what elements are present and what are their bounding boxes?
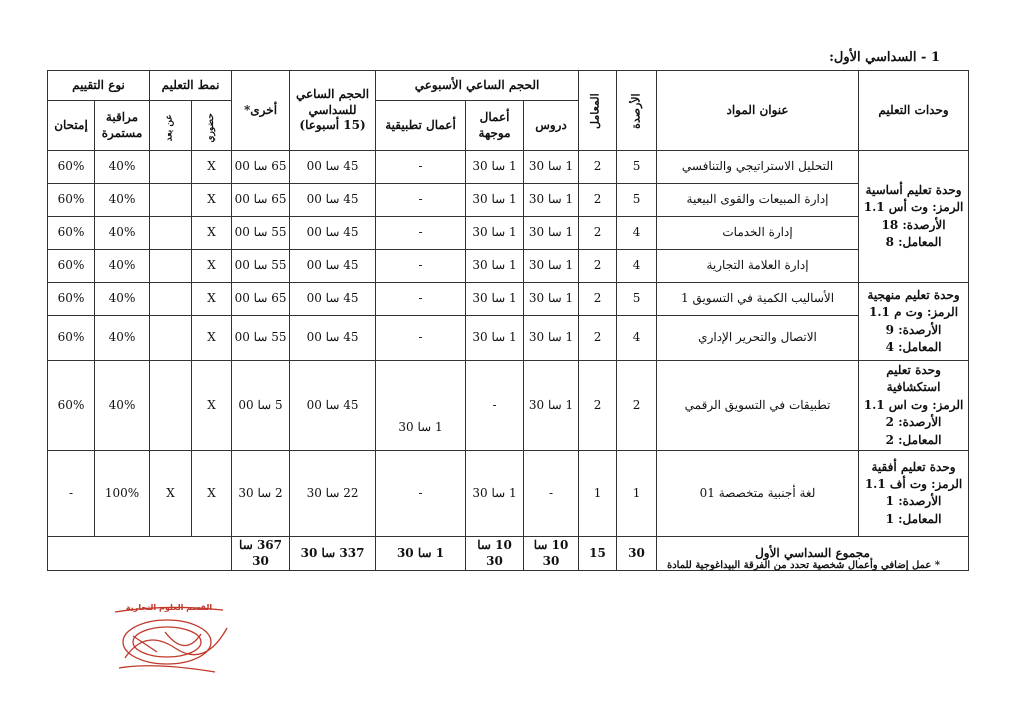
lessons-cell: 1 سا 30: [524, 316, 579, 361]
presence-cell: X: [192, 283, 232, 316]
lessons-cell: 1 سا 30: [524, 361, 579, 451]
header-lessons: دروس: [524, 101, 579, 151]
directed-cell: 1 سا 30: [466, 450, 524, 536]
coef-cell: 1: [579, 450, 617, 536]
totals-lessons: 10 سا 30: [524, 536, 579, 570]
header-directed: أعمال موجهة: [466, 101, 524, 151]
semester-cell: 22 سا 30: [290, 450, 376, 536]
header-other: أخرى*: [232, 71, 290, 151]
subject-cell: إدارة الخدمات: [657, 217, 859, 250]
distance-cell: [150, 283, 192, 316]
directed-cell: 1 سا 30: [466, 217, 524, 250]
directed-cell: 1 سا 30: [466, 151, 524, 184]
other-cell: 65 سا 00: [232, 283, 290, 316]
practical-cell: -: [376, 184, 466, 217]
unit-cell: وحدة تعليم منهجية الرمز: وت م 1.1 الأرصدة: 9 المعامل: 4: [859, 283, 969, 361]
coef-cell: 2: [579, 250, 617, 283]
totals-directed: 10 سا 30: [466, 536, 524, 570]
credits-cell: 4: [617, 217, 657, 250]
header-practical: أعمال تطبيقية: [376, 101, 466, 151]
practical-cell: -: [376, 151, 466, 184]
table-row: [48, 361, 969, 451]
coef-cell: 2: [579, 361, 617, 451]
practical-cell: -: [376, 217, 466, 250]
subject-cell: لغة أجنبية متخصصة 01: [657, 450, 859, 536]
totals-credits: 30: [617, 536, 657, 570]
coef-cell: 2: [579, 151, 617, 184]
subject-cell: إدارة العلامة التجارية: [657, 250, 859, 283]
subject-cell: الاتصال والتحرير الإداري: [657, 316, 859, 361]
totals-coef: 15: [579, 536, 617, 570]
header-units: وحدات التعليم: [859, 71, 969, 151]
continuous-cell: 40%: [95, 283, 150, 316]
svg-text:القسم العلوم التجارية: القسم العلوم التجارية: [125, 603, 213, 612]
header-weekly: الحجم الساعي الأسبوعي: [376, 71, 579, 101]
unit-cell: وحدة تعليم استكشافية الرمز: وت اس 1.1 الأرصدة: 2 المعامل: 2: [859, 361, 969, 451]
header-row-1: [48, 71, 969, 101]
lessons-cell: 1 سا 30: [524, 217, 579, 250]
presence-cell: X: [192, 361, 232, 451]
totals-label: مجموع السداسي الأول: [657, 536, 969, 570]
header-mode: نمط التعليم: [150, 71, 232, 101]
other-cell: 55 سا 00: [232, 250, 290, 283]
table-row: [48, 151, 969, 184]
coef-cell: 2: [579, 184, 617, 217]
distance-cell: [150, 151, 192, 184]
header-eval: نوع التقييم: [48, 71, 150, 101]
totals-practical: 1 سا 30: [376, 536, 466, 570]
semester-title: 1 - السداسي الأول:: [829, 50, 940, 65]
header-semester-hours: الحجم الساعي للسداسي (15 أسبوعا): [290, 71, 376, 151]
exam-cell: 60%: [48, 184, 95, 217]
continuous-cell: 40%: [95, 151, 150, 184]
credits-cell: 2: [617, 361, 657, 451]
other-cell: 55 سا 00: [232, 316, 290, 361]
distance-cell: [150, 184, 192, 217]
unit-cell: وحدة تعليم أفقية الرمز: وت أف 1.1 الأرصدة: 1 المعامل: 1: [859, 450, 969, 536]
presence-cell: X: [192, 184, 232, 217]
directed-cell: 1 سا 30: [466, 283, 524, 316]
totals-empty: [48, 536, 232, 570]
subject-cell: إدارة المبيعات والقوى البيعية: [657, 184, 859, 217]
exam-cell: 60%: [48, 217, 95, 250]
header-distance: عن بعد: [150, 101, 192, 151]
department-stamp: [105, 598, 230, 676]
exam-cell: 60%: [48, 361, 95, 451]
header-subject: عنوان المواد: [657, 71, 859, 151]
other-cell: 5 سا 00: [232, 361, 290, 451]
exam-cell: 60%: [48, 151, 95, 184]
presence-cell: X: [192, 450, 232, 536]
lessons-cell: 1 سا 30: [524, 184, 579, 217]
header-credits: الأرصدة: [617, 71, 657, 151]
continuous-cell: 40%: [95, 316, 150, 361]
coef-cell: 2: [579, 283, 617, 316]
credits-cell: 1: [617, 450, 657, 536]
presence-cell: X: [192, 217, 232, 250]
lessons-cell: 1 سا 30: [524, 151, 579, 184]
credits-cell: 4: [617, 316, 657, 361]
header-coef: المعامل: [579, 71, 617, 151]
table-row: [48, 450, 969, 536]
semester-cell: 45 سا 00: [290, 217, 376, 250]
semester-cell: 45 سا 00: [290, 361, 376, 451]
totals-other: 367 سا 30: [232, 536, 290, 570]
distance-cell: [150, 217, 192, 250]
credits-cell: 5: [617, 151, 657, 184]
table-row: [48, 316, 969, 361]
lessons-cell: 1 سا 30: [524, 250, 579, 283]
semester-cell: 45 سا 00: [290, 250, 376, 283]
presence-cell: X: [192, 250, 232, 283]
continuous-cell: 40%: [95, 361, 150, 451]
continuous-cell: 40%: [95, 250, 150, 283]
totals-semester: 337 سا 30: [290, 536, 376, 570]
coef-cell: 2: [579, 217, 617, 250]
credits-cell: 4: [617, 250, 657, 283]
header-exam: إمتحان: [48, 101, 95, 151]
presence-cell: X: [192, 316, 232, 361]
other-cell: 2 سا 30: [232, 450, 290, 536]
exam-cell: -: [48, 450, 95, 536]
directed-cell: -: [466, 361, 524, 451]
practical-cell: -: [376, 450, 466, 536]
unit-cell: وحدة تعليم أساسية الرمز: وت أس 1.1 الأرصدة: 18 المعامل: 8: [859, 151, 969, 283]
lessons-cell: -: [524, 450, 579, 536]
curriculum-table: [47, 70, 969, 571]
other-cell: 65 سا 00: [232, 151, 290, 184]
subject-cell: الأساليب الكمية في التسويق 1: [657, 283, 859, 316]
practical-cell: -: [376, 316, 466, 361]
other-cell: 55 سا 00: [232, 217, 290, 250]
semester-cell: 45 سا 00: [290, 151, 376, 184]
exam-cell: 60%: [48, 316, 95, 361]
directed-cell: 1 سا 30: [466, 184, 524, 217]
other-cell: 65 سا 00: [232, 184, 290, 217]
practical-cell: -: [376, 250, 466, 283]
presence-cell: X: [192, 151, 232, 184]
credits-cell: 5: [617, 184, 657, 217]
table-row: [48, 217, 969, 250]
coef-cell: 2: [579, 316, 617, 361]
table-row: [48, 283, 969, 316]
table-row: [48, 184, 969, 217]
exam-cell: 60%: [48, 283, 95, 316]
continuous-cell: 100%: [95, 450, 150, 536]
credits-cell: 5: [617, 283, 657, 316]
distance-cell: [150, 250, 192, 283]
semester-cell: 45 سا 00: [290, 184, 376, 217]
subject-cell: التحليل الاستراتيجي والتنافسي: [657, 151, 859, 184]
semester-cell: 45 سا 00: [290, 316, 376, 361]
distance-cell: [150, 316, 192, 361]
table-row: [48, 250, 969, 283]
semester-cell: 45 سا 00: [290, 283, 376, 316]
subject-cell: تطبيقات في التسويق الرقمي: [657, 361, 859, 451]
directed-cell: 1 سا 30: [466, 250, 524, 283]
lessons-cell: 1 سا 30: [524, 283, 579, 316]
header-continuous: مراقبة مستمرة: [95, 101, 150, 151]
continuous-cell: 40%: [95, 217, 150, 250]
continuous-cell: 40%: [95, 184, 150, 217]
distance-cell: [150, 361, 192, 451]
practical-cell: -: [376, 283, 466, 316]
header-presence: حضوري: [192, 101, 232, 151]
footnote: * عمل إضافي وأعمال شخصية تحدد من الفرقة البيداغوجية للمادة: [666, 560, 940, 571]
practical-cell: 1 سا 30: [376, 361, 466, 451]
exam-cell: 60%: [48, 250, 95, 283]
directed-cell: 1 سا 30: [466, 316, 524, 361]
distance-cell: X: [150, 450, 192, 536]
